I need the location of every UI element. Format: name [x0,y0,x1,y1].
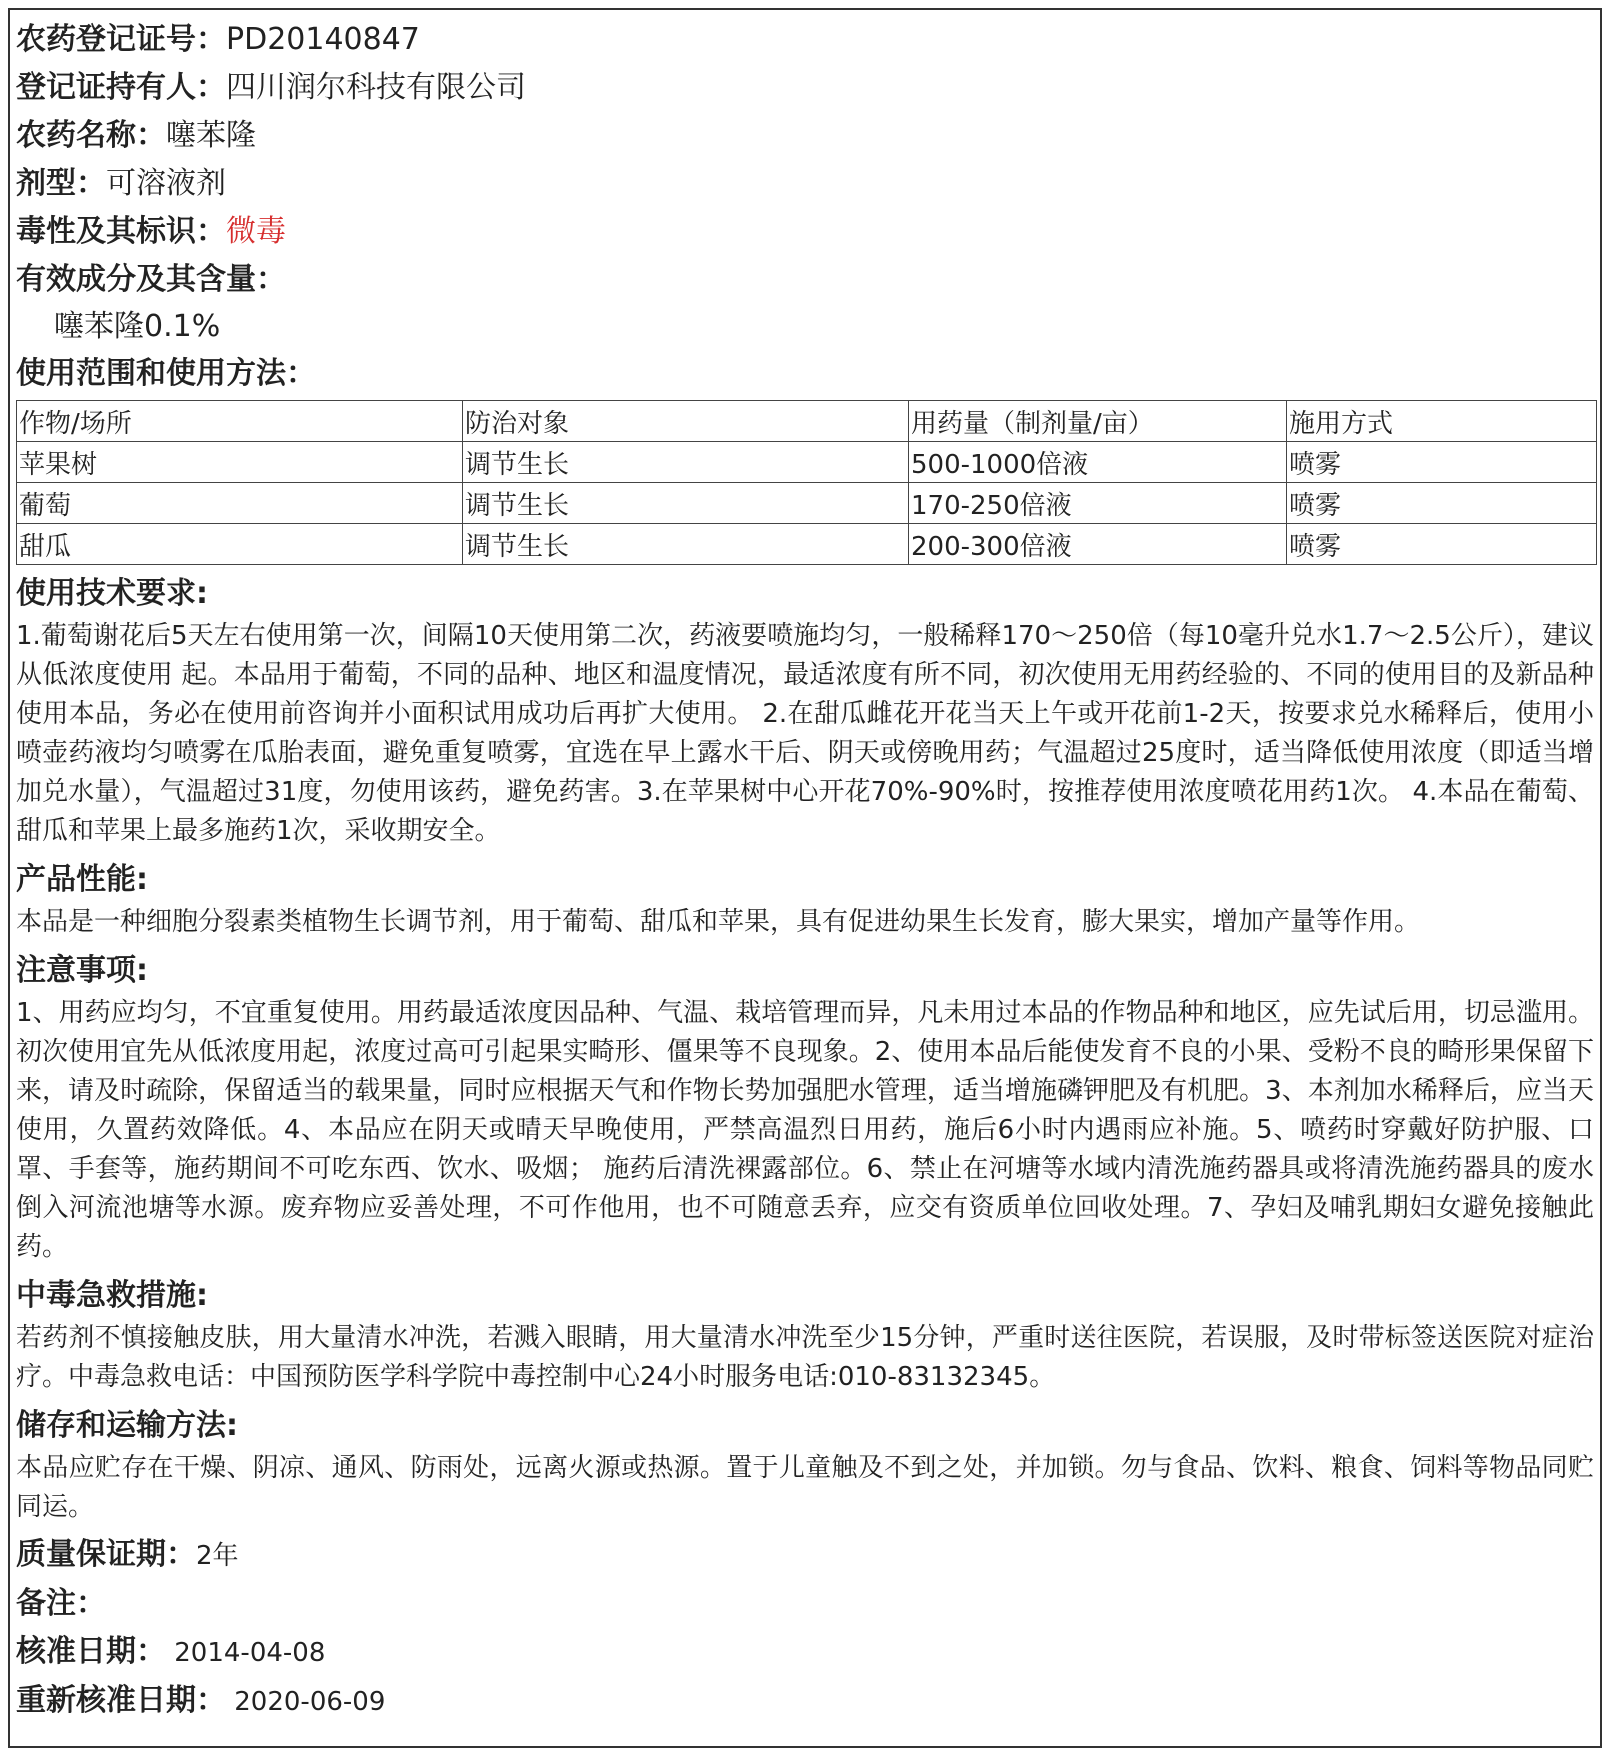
cautions-title: 注意事项: [16,953,148,988]
storage-text: 本品应贮存在干燥、阴凉、通风、防雨处，远离火源或热源。置于儿童触及不到之处，并加锁。勿与食品、饮料、粮食、饲料等物品同贮同运。 [16,1453,1594,1522]
pesticide-registration-document [8,8,1602,1748]
pesticide-name-value: 噻苯隆 [166,118,256,153]
approval-date-label: 核准日期： [16,1634,166,1669]
firstaid-title: 中毒急救措施: [16,1278,208,1313]
table-row [17,524,1597,565]
table-cell: 调节生长 [463,524,909,565]
toxicity-row [16,208,1594,256]
storage-title: 储存和运输方法: [16,1408,238,1443]
pesticide-name-label: 农药名称： [16,118,166,153]
table-cell: 170-250倍液 [909,483,1287,524]
registration-number-row [16,16,1594,64]
table-row [17,483,1597,524]
toxicity-value: 微毒 [226,214,286,249]
table-cell: 喷雾 [1287,524,1597,565]
table-header-cell: 防治对象 [463,401,909,442]
reapproval-date-label: 重新核准日期： [16,1683,226,1718]
registration-number-label: 农药登记证号： [16,22,226,57]
table-cell: 喷雾 [1287,442,1597,483]
ingredient-row [16,256,1594,304]
firstaid-text: 若药剂不慎接触皮肤，用大量清水冲洗，若溅入眼睛，用大量清水冲洗至少15分钟，严重时送往医院，若误服，及时带标签送医院对症治疗。中毒急救电话：中国预防医学科学院中毒控制中心24小时服务电话:010-83132345。 [16,1323,1594,1392]
registration-number-value: PD20140847 [226,22,420,57]
shelf-life-row [16,1531,1594,1580]
formulation-label: 剂型： [16,166,106,201]
table-cell: 葡萄 [17,483,463,524]
table-cell: 甜瓜 [17,524,463,565]
shelf-life-label: 质量保证期： [16,1537,196,1572]
formulation-row [16,160,1594,208]
usage-title: 使用范围和使用方法： [16,356,316,391]
table-header-cell: 用药量（制剂量/亩） [909,401,1287,442]
technique-title: 使用技术要求: [16,576,208,611]
formulation-value: 可溶液剂 [106,166,226,201]
remarks-row [16,1580,1594,1628]
table-header-cell: 施用方式 [1287,401,1597,442]
table-header-cell: 作物/场所 [17,401,463,442]
table-cell: 500-1000倍液 [909,442,1287,483]
table-cell: 调节生长 [463,483,909,524]
ingredient-value: 噻苯隆0.1% [54,309,221,344]
toxicity-label: 毒性及其标识： [16,214,226,249]
usage-table [16,400,1597,565]
table-row [17,442,1597,483]
pesticide-name-row [16,112,1594,160]
table-cell: 苹果树 [17,442,463,483]
performance-text: 本品是一种细胞分裂素类植物生长调节剂，用于葡萄、甜瓜和苹果，具有促进幼果生长发育，膨大果实，增加产量等作用。 [16,907,1421,937]
table-header-row [17,401,1597,442]
table-cell: 200-300倍液 [909,524,1287,565]
holder-row [16,64,1594,112]
performance-title: 产品性能: [16,862,148,897]
technique-text: 1.葡萄谢花后5天左右使用第一次，间隔10天使用第二次，药液要喷施均匀，一般稀释170～250倍（每10毫升兑水1.7～2.5公斤），建议从低浓度使用 起。本品用于葡萄，不同的品种、地区和温度情况，最适浓度有所不同，初次使用无用药经验的、不同的使用目的及新品种使用本品，务必在使用前咨询并小面积试用成功后再扩大使用。 2.在甜瓜雌花开花当天上午或开花前1-2天，按要求兑水稀释后，使用小喷壶药液均匀喷雾在瓜胎表面，避免重复喷雾，宜选在早上露水干后、阴天或傍晚用药；气温超过25度时，适当降低使用浓度（即适当增加兑水量），气温超过31度，勿使用该药，避免药害。3.在苹果树中心开花70%-90%时，按推荐使用浓度喷花用药1次。 4.本品在葡萄、甜瓜和苹果上最多施药1次，采收期安全。 [16,621,1594,846]
approval-date-row [16,1628,1594,1677]
reapproval-date-value: 2020-06-09 [226,1687,386,1717]
reapproval-date-row [16,1677,1594,1726]
cautions-text: 1、用药应均匀，不宜重复使用。用药最适浓度因品种、气温、栽培管理而异，凡未用过本品的作物品种和地区，应先试后用，切忌滥用。初次使用宜先从低浓度用起，浓度过高可引起果实畸形、僵果等不良现象。2、使用本品后能使发育不良的小果、受粉不良的畸形果保留下来，请及时疏除，保留适当的载果量，同时应根据天气和作物长势加强肥水管理，适当增施磷钾肥及有机肥。3、本剂加水稀释后，应当天使用，久置药效降低。4、本品应在阴天或晴天早晚使用，严禁高温烈日用药，施后6小时内遇雨应补施。5、喷药时穿戴好防护服、口罩、手套等，施药期间不可吃东西、饮水、吸烟； 施药后清洗裸露部位。6、禁止在河塘等水域内清洗施药器具或将清洗施药器具的废水倒入河流池塘等水源。废弃物应妥善处理，不可作他用，也不可随意丢弃，应交有资质单位回收处理。7、孕妇及哺乳期妇女避免接触此药。 [16,998,1594,1262]
table-cell: 喷雾 [1287,483,1597,524]
shelf-life-value: 2年 [196,1541,239,1571]
ingredient-label: 有效成分及其含量： [16,262,286,297]
holder-label: 登记证持有人： [16,70,226,105]
approval-date-value: 2014-04-08 [166,1638,326,1668]
holder-value: 四川润尔科技有限公司 [226,70,526,105]
table-cell: 调节生长 [463,442,909,483]
remarks-label: 备注： [16,1586,106,1621]
usage-title-row [16,350,1594,398]
